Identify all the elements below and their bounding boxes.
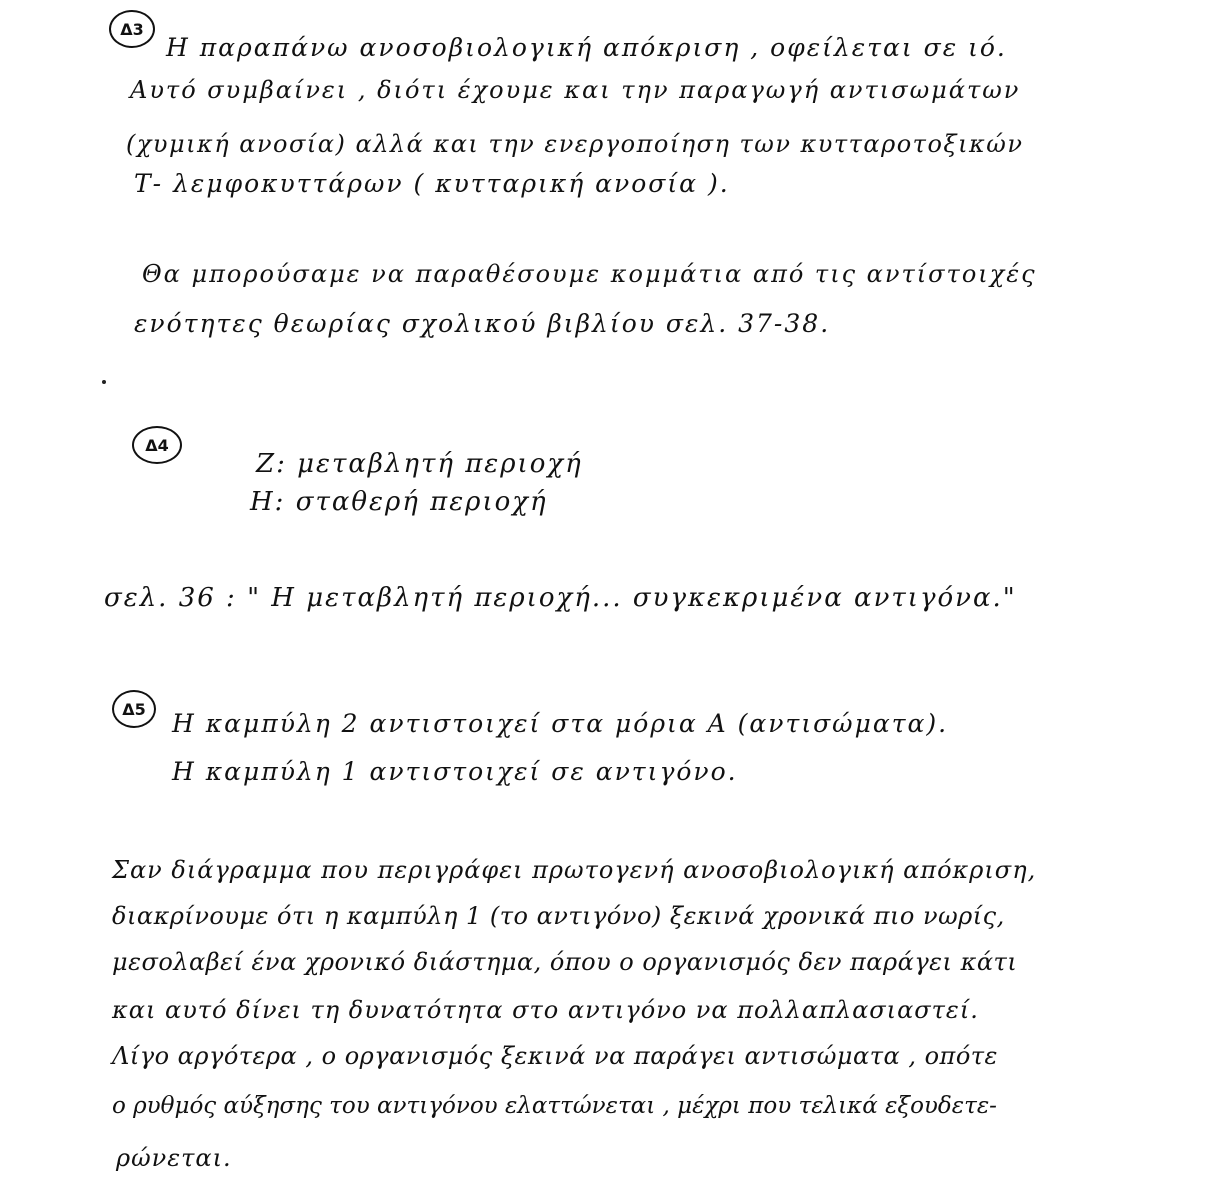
d3-line-2: Αυτό συμβαίνει , διότι έχουμε και την παραγωγή αντισωμάτων — [130, 76, 1021, 104]
d5-line-1: Η καμπύλη 2 αντιστοιχεί στα μόρια Α (αντισώματα). — [172, 709, 949, 738]
d5-line-6: και αυτό δίνει τη δυνατότητα στο αντιγόνο να πολλαπλασιαστεί. — [112, 996, 979, 1024]
d3-line-4: Τ- λεμφοκυττάρων ( κυτταρική ανοσία ). — [134, 169, 730, 198]
question-marker-d3: Δ3 — [109, 10, 155, 48]
d5-line-4: διακρίνουμε ότι η καμπύλη 1 (το αντιγόνο) ξεκινά χρονικά πιο νωρίς, — [112, 902, 1005, 930]
d3-line-6: ενότητες θεωρίας σχολικού βιβλίου σελ. 37-38. — [134, 309, 831, 338]
d3-line-5: Θα μπορούσαμε να παραθέσουμε κομμάτια από τις αντίστοιχές — [142, 260, 1037, 288]
question-marker-d5: Δ5 — [112, 690, 156, 728]
d5-line-2: Η καμπύλη 1 αντιστοιχεί σε αντιγόνο. — [172, 757, 738, 786]
stray-dot — [102, 380, 106, 384]
d5-line-8: ο ρυθμός αύξησης του αντιγόνου ελαττώνεται , μέχρι που τελικά εξουδετε- — [112, 1093, 997, 1119]
question-marker-d4: Δ4 — [132, 426, 182, 464]
d5-line-7: Λίγο αργότερα , ο οργανισμός ξεκινά να παράγει αντισώματα , οπότε — [112, 1042, 998, 1070]
d3-line-1: Η παραπάνω ανοσοβιολογική απόκριση , οφείλεται σε ιό. — [166, 33, 1007, 62]
d4-line-z: Ζ: μεταβλητή περιοχή — [256, 449, 583, 479]
d4-line-quote: σελ. 36 : " Η μεταβλητή περιοχή... συγκεκριμένα αντιγόνα." — [104, 583, 1017, 613]
d5-line-5: μεσολαβεί ένα χρονικό διάστημα, όπου ο οργανισμός δεν παράγει κάτι — [112, 948, 1018, 976]
d4-line-h: Η: σταθερή περιοχή — [250, 487, 548, 517]
d3-line-3: (χυμική ανοσία) αλλά και την ενεργοποίηση των κυτταροτοξικών — [126, 130, 1024, 158]
d5-line-9: ρώνεται. — [116, 1144, 232, 1172]
d5-line-3: Σαν διάγραμμα που περιγράφει πρωτογενή ανοσοβιολογική απόκριση, — [112, 856, 1037, 884]
